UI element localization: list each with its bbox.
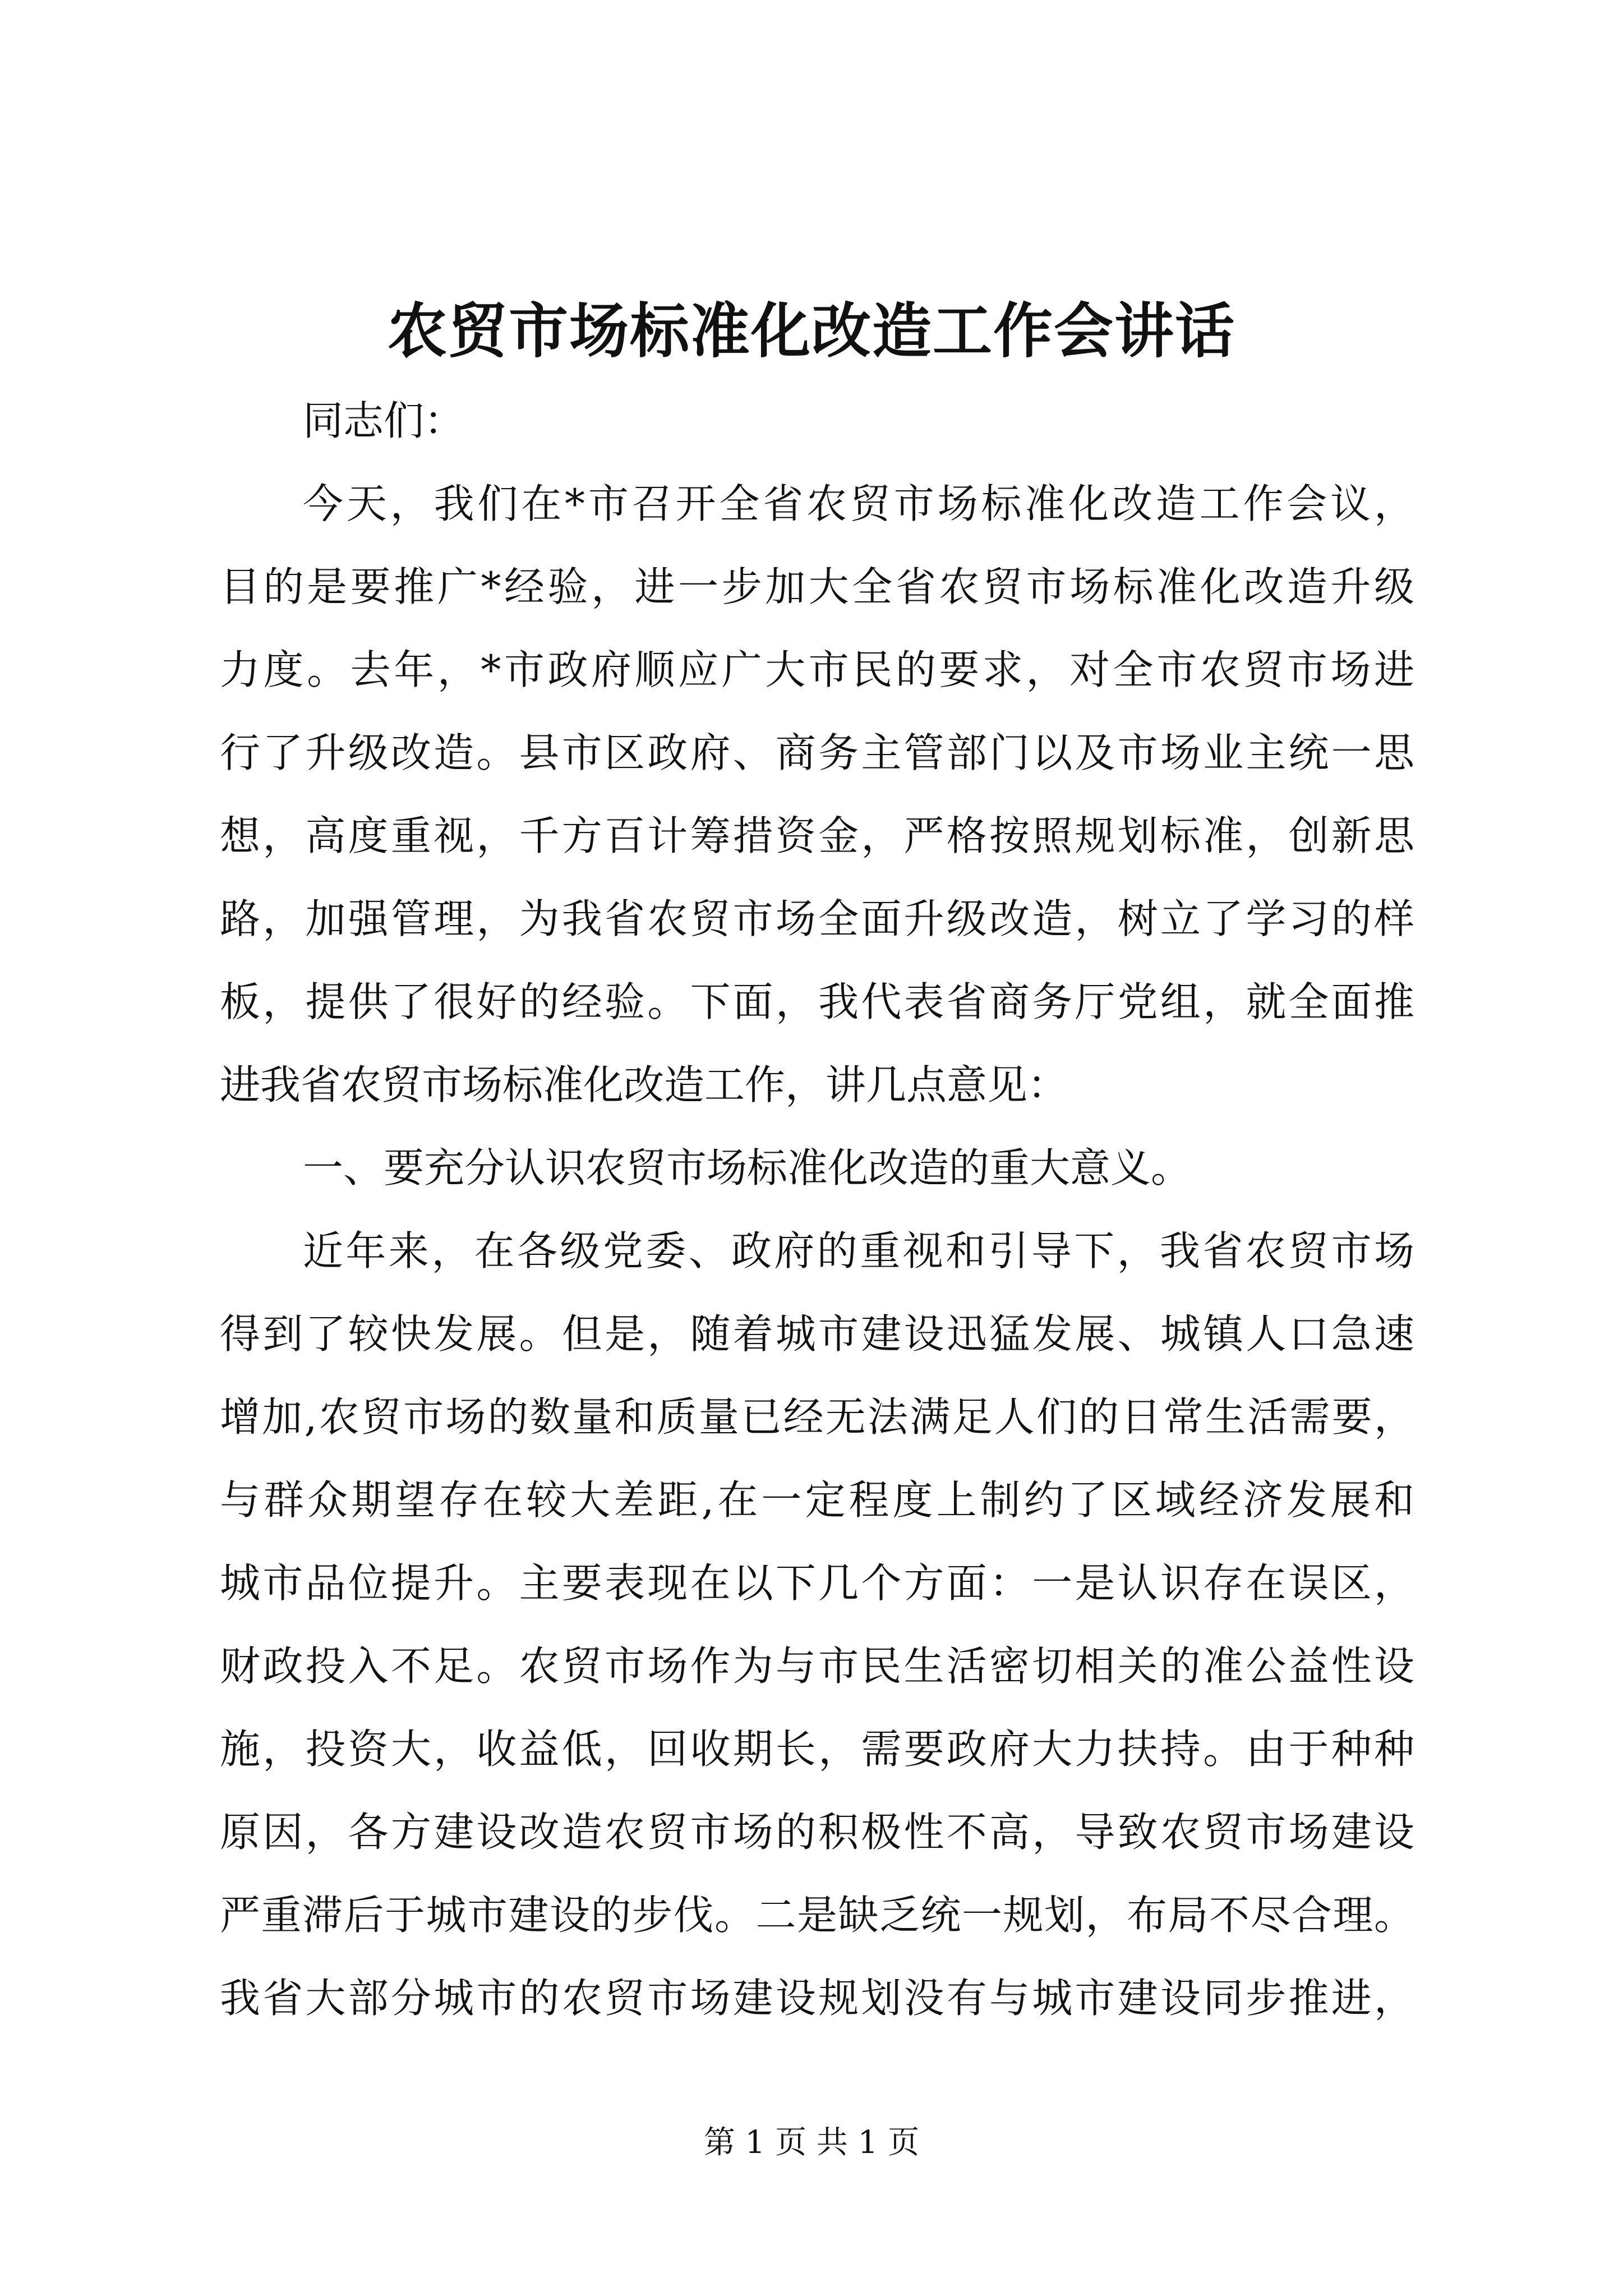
paragraph-line: 城市品位提升。主要表现在以下几个方面：一是认识存在误区，: [220, 1559, 1414, 1607]
paragraph-line: 近年来，在各级党委、政府的重视和引导下，我省农贸市场: [303, 1227, 1414, 1274]
paragraph-line: 行了升级改造。县市区政府、商务主管部门以及市场业主统一思: [220, 729, 1414, 776]
paragraph-line: 与群众期望存在较大差距,在一定程度上制约了区域经济发展和: [220, 1476, 1414, 1524]
section-heading: 一、要充分认识农贸市场标准化改造的重大意义。: [303, 1144, 1192, 1191]
paragraph-line: 进我省农贸市场标准化改造工作，讲几点意见：: [220, 1061, 1068, 1108]
paragraph-line: 想，高度重视，千方百计筹措资金，严格按照规划标准，创新思: [220, 812, 1414, 859]
paragraph-line: 原因，各方建设改造农贸市场的积极性不高，导致农贸市场建设: [220, 1809, 1414, 1856]
paragraph-line: 财政投入不足。农贸市场作为与市民生活密切相关的准公益性设: [220, 1642, 1414, 1690]
paragraph-line: 增加,农贸市场的数量和质量已经无法满足人们的日常生活需要，: [220, 1393, 1414, 1441]
salutation-line: 同志们：: [303, 397, 465, 444]
page-footer: 第 1 页 共 1 页: [703, 2124, 920, 2161]
paragraph-line: 目的是要推广*经验，进一步加大全省农贸市场标准化改造升级: [220, 563, 1414, 610]
document-title: 农贸市场标准化改造工作会讲话: [388, 296, 1235, 366]
paragraph-line: 板，提供了很好的经验。下面，我代表省商务厅党组，就全面推: [220, 978, 1414, 1025]
paragraph-line: 得到了较快发展。但是，随着城市建设迅猛发展、城镇人口急速: [220, 1310, 1414, 1358]
paragraph-line: 力度。去年，*市政府顺应广大市民的要求，对全市农贸市场进: [220, 646, 1414, 693]
paragraph-line: 路，加强管理，为我省农贸市场全面升级改造，树立了学习的样: [220, 895, 1414, 942]
paragraph-line: 今天，我们在*市召开全省农贸市场标准化改造工作会议，: [303, 480, 1414, 527]
paragraph-line: 我省大部分城市的农贸市场建设规划没有与城市建设同步推进，: [220, 1975, 1414, 2022]
paragraph-line: 施，投资大，收益低，回收期长，需要政府大力扶持。由于种种: [220, 1726, 1414, 1773]
paragraph-line: 严重滞后于城市建设的步伐。二是缺乏统一规划，布局不尽合理。: [220, 1892, 1414, 1939]
